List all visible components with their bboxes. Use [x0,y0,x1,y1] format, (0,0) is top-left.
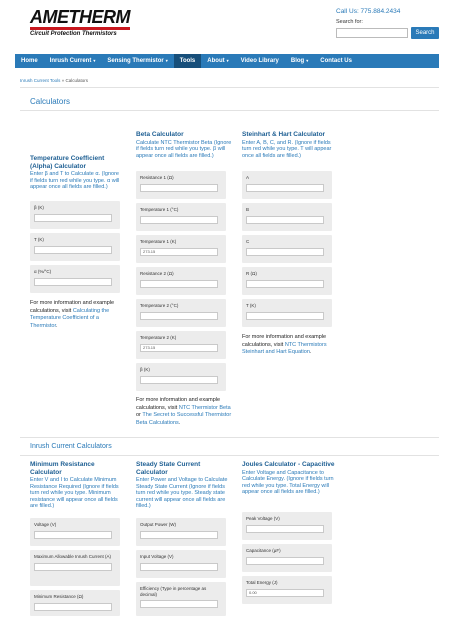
field-label: Temperature 2 (K) [140,335,177,340]
beta-t1c-input[interactable] [140,216,218,224]
nav-blog-label: Blog [290,58,305,64]
steinhart-info-link[interactable]: NTC Thermistors Steinhart and Hart Equation [242,341,327,355]
steady-state-calculator [136,461,232,510]
steinhart-r-input[interactable] [246,280,324,288]
alpha-info-link[interactable]: Calculating the Temperature Coefficient of a Thermistor [30,307,110,329]
beta-r1-input[interactable] [140,184,218,192]
nav-inrush-current[interactable] [44,54,102,68]
info-text: . [178,419,181,426]
info-text: or [136,412,141,418]
joules-result-output[interactable]: 0.00 [246,589,324,597]
divider [20,87,439,88]
steady-voltage-input[interactable] [140,563,218,571]
info-text: For more information and example calculations, visit [242,334,327,348]
nav-home[interactable] [15,54,44,68]
steinhart-field-a [242,171,332,199]
nav-contact-us[interactable] [314,54,358,68]
field-label: R (Ω) [246,271,257,276]
divider [20,437,439,438]
steinhart-info [242,334,334,357]
beta-title: Beta Calculator [136,131,184,138]
beta-r2-input[interactable] [140,280,218,288]
beta-t2c-input[interactable] [140,312,218,320]
joules-field-capacitance [242,544,332,572]
breadcrumb [20,78,88,83]
field-label: B [246,207,250,212]
beta-info-link-ntc[interactable]: NTC Thermistor Beta [178,404,231,411]
field-label: Total Energy (J) [246,580,278,585]
field-label: Resistance 2 (Ω) [140,271,174,276]
nav-sensing-thermistor[interactable] [101,54,173,68]
beta-field-t1c [136,203,226,231]
steinhart-result-output[interactable] [246,312,324,320]
min-res-field-result [30,590,120,616]
field-label: Output Power (W) [140,522,177,527]
steinhart-field-b [242,203,332,231]
joules-field-voltage [242,512,332,540]
steinhart-c-input[interactable] [246,248,324,256]
divider [20,455,439,456]
chevron-down-icon: ▾ [165,58,168,63]
alpha-title: Temperature Coefficient (Alpha) Calculator [30,155,105,170]
info-text: For more information and example calculations, visit [136,397,221,411]
nav-video-library-label: Video Library [240,58,279,64]
joules-voltage-input[interactable] [246,525,324,533]
nav-contact-us-label: Contact Us [320,58,352,64]
alpha-field-beta [30,201,120,229]
nav-about[interactable] [201,54,234,68]
beta-field-r2 [136,267,226,295]
field-label: Capacitance (μF) [246,548,281,553]
beta-result-output[interactable] [140,376,218,384]
steinhart-b-input[interactable] [246,216,324,224]
ametherm-logo[interactable] [30,8,142,38]
min-res-voltage-input[interactable] [34,531,112,539]
breadcrumb-current: Calculators [65,78,88,83]
field-label: Input Voltage (V) [140,554,174,559]
beta-field-r1 [136,171,226,199]
field-label: Efficiency (Type in percentage as decimal) [140,586,207,597]
field-label: C [246,239,250,244]
field-label: Temperature 1 (°C) [140,207,179,212]
min-resistance-description: Enter V and I to Calculate Minimum Resistance Required (Ignore if fields turn red while you type. Minimum resistance will appear once all fields are filled.) [30,477,119,509]
chevron-down-icon: ▾ [93,58,96,63]
field-label: Peak Voltage (V) [246,516,280,521]
breadcrumb-parent-link[interactable]: Inrush Current Tools [20,78,61,83]
min-resistance-title: Minimum Resistance Calculator [30,461,95,476]
min-res-result-output[interactable] [34,603,112,611]
field-label: Temperature 2 (°C) [140,303,179,308]
steinhart-field-r [242,267,332,295]
call-us-phone[interactable]: Call Us: 775.884.2434 [336,8,401,15]
field-label: β (K) [34,205,44,210]
nav-inrush-current-label: Inrush Current [49,58,92,64]
alpha-field-alpha [30,265,120,293]
joules-calculator [242,461,338,496]
min-resistance-calculator [30,461,122,510]
steinhart-field-t [242,299,332,327]
field-label: β (K) [140,367,150,372]
search-input[interactable] [336,28,408,38]
nav-video-library[interactable] [235,54,285,68]
info-text: . [55,322,58,329]
chevron-down-icon: ▾ [306,58,309,63]
steady-power-input[interactable] [140,531,218,539]
beta-info-link-secret[interactable]: The Secret to Successful Thermistor Beta Calculations [136,412,232,426]
steinhart-description: Enter A, B, C, and R. (Ignore if fields turn red while you type. T will appear once all fields are filled.) [242,139,332,159]
field-label: A [246,175,250,180]
alpha-info [30,300,125,330]
alpha-description: Enter β and T to Calculate α. (Ignore if fields turn red while you type. α will appear once all fields are filled.) [30,171,120,190]
beta-info [136,397,234,427]
main-nav [15,54,439,68]
joules-capacitance-input[interactable] [246,557,324,565]
beta-t2k-output[interactable]: 273.15 [140,344,218,352]
field-label: Resistance 1 (Ω) [140,175,174,180]
breadcrumb-separator: » [61,78,65,83]
chevron-down-icon: ▾ [226,58,229,63]
alpha-calculator [30,155,122,191]
steady-efficiency-input[interactable] [140,600,218,608]
alpha-temp-input[interactable] [34,246,112,254]
field-label: Temperature 1 (K) [140,239,177,244]
inrush-section-title: Inrush Current Calculators [30,443,112,450]
steady-state-title: Steady State Current Calculator [136,461,201,476]
steinhart-title: Steinhart & Hart Calculator [242,131,326,138]
beta-calculator [136,131,232,159]
alpha-beta-input[interactable] [34,214,112,222]
nav-about-label: About [207,58,225,64]
beta-field-t2k [136,331,226,359]
info-text: . [309,349,312,355]
beta-t1k-output[interactable]: 273.15 [140,248,218,256]
alpha-field-temp [30,233,120,261]
steinhart-calculator [242,131,338,159]
beta-field-t2c [136,299,226,327]
nav-home-label: Home [21,58,38,64]
joules-title: Joules Calculator - Capacitive [242,461,335,468]
min-res-field-voltage [30,518,120,546]
page-title: Calculators [30,97,71,106]
beta-description: Calculate NTC Thermistor Beta (Ignore if fields turn red while you type. β will appear once all fields are filled.) [136,139,232,159]
logo-tagline: Circuit Protection Thermistors [30,31,117,37]
steady-field-power [136,518,226,546]
field-label: T (K) [34,237,44,242]
search-label: Search for: [336,19,363,25]
beta-field-t1k [136,235,226,263]
steady-field-voltage [136,550,226,578]
joules-field-energy [242,576,332,604]
min-res-current-input[interactable] [34,563,112,571]
beta-field-beta [136,363,226,391]
steinhart-field-c [242,235,332,263]
steinhart-a-input[interactable] [246,184,324,192]
min-res-field-current [30,550,120,586]
logo-underline [30,27,130,30]
search-button[interactable]: Search [411,27,439,39]
steady-state-description: Enter Power and Voltage to Calculate Steady State Current (Ignore if fields turn red while you type. Steady state current will appear once all fields are filled.) [136,477,228,509]
field-label: Maximum Allowable Inrush Current (A) [34,554,112,559]
nav-sensing-thermistor-label: Sensing Thermistor [107,58,164,64]
alpha-result-output[interactable] [34,278,112,286]
field-label: T (K) [246,303,256,308]
nav-tools-label: Tools [179,58,196,64]
steady-field-efficiency [136,582,226,616]
joules-description: Enter Voltage and Capacitance to Calculate Energy. (Ignore if fields turn red while you type. Total Energy will appear once all fields are filled.) [242,469,334,495]
field-label: Voltage (V) [34,522,57,527]
field-label: Minimum Resistance (Ω) [34,594,84,599]
divider [20,110,439,111]
nav-blog[interactable] [285,54,314,68]
logo-wordmark: AMETHERM [30,7,130,27]
nav-tools[interactable] [174,54,202,68]
info-text: For more information and example calculations, visit [30,300,115,314]
field-label: α (%/°C) [34,269,52,274]
